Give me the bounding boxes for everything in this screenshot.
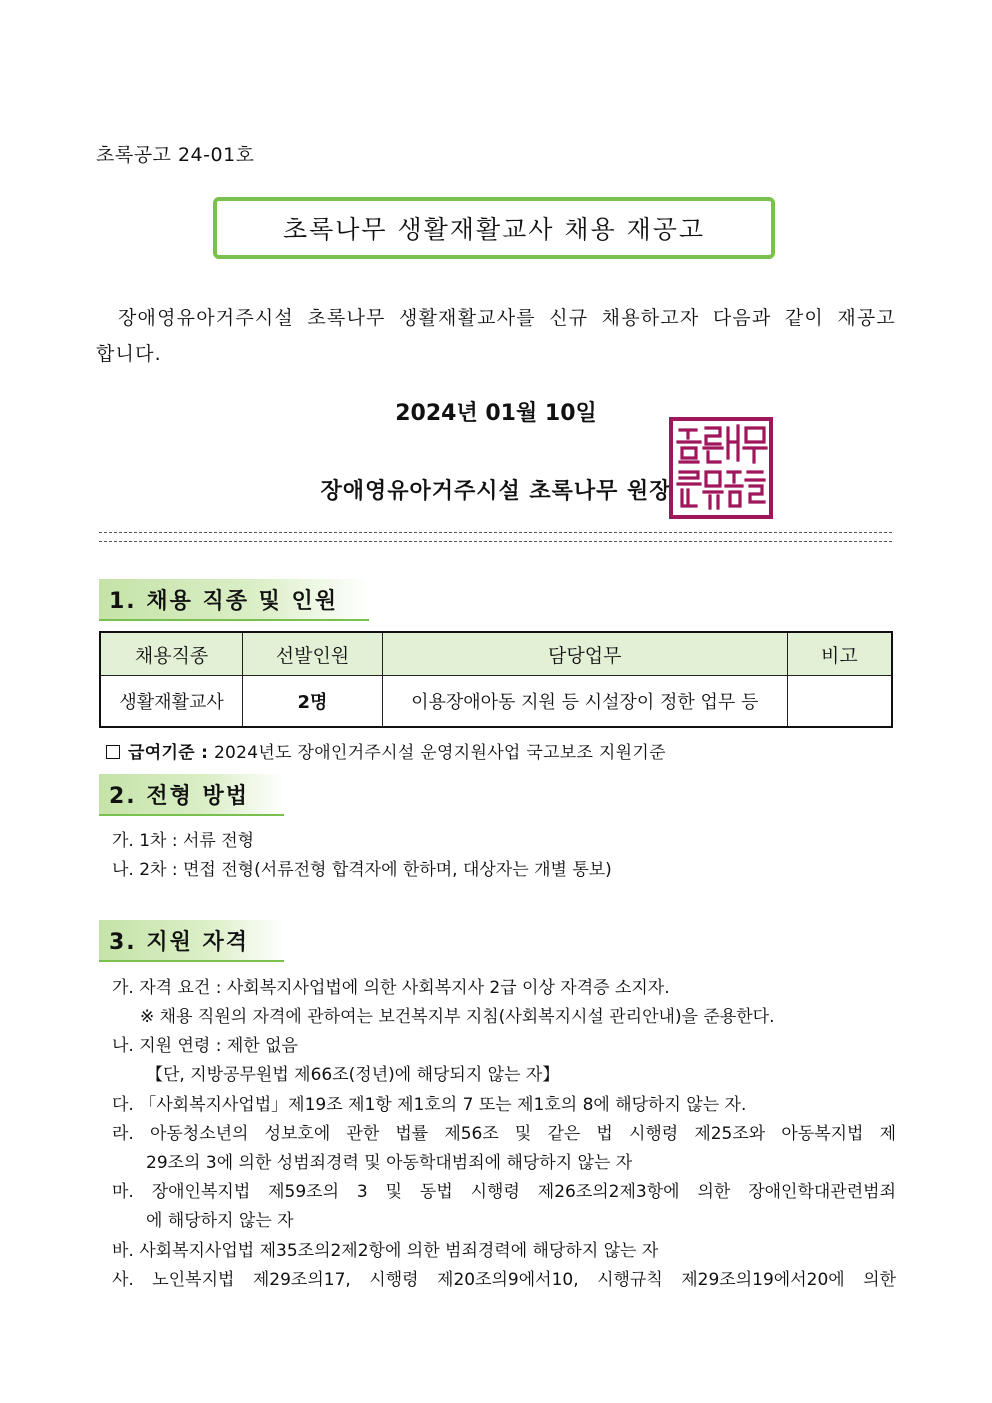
list-item-note: 【단, 지방공무원법 제66조(정년)에 해당되지 않는 자】 bbox=[146, 1065, 560, 1085]
table-header-cell: 담당업무 bbox=[382, 632, 787, 676]
table-cell: 이용장애아동 지원 등 시설장이 정한 업무 등 bbox=[382, 676, 787, 728]
positions-table bbox=[99, 631, 893, 728]
document-title: 초록나무 생활재활교사 채용 재공고 bbox=[213, 197, 775, 259]
salary-label: 급여기준 : bbox=[128, 743, 209, 763]
section-heading-qualifications: 3. 지원 자격 bbox=[99, 920, 284, 962]
salary-standard bbox=[106, 738, 666, 763]
section-heading-positions: 1. 채용 직종 및 인원 bbox=[99, 579, 369, 621]
list-item: 나. 2차 : 면접 전형(서류전형 합격자에 한하며, 대상자는 개별 통보) bbox=[112, 860, 612, 880]
list-item: 가. 자격 요건 : 사회복지사업법에 의한 사회복지사 2급 이상 자격증 소지자. bbox=[112, 978, 670, 998]
table-cell: 2명 bbox=[243, 676, 383, 728]
table-header-cell: 비고 bbox=[787, 632, 892, 676]
table-header-row bbox=[100, 632, 892, 676]
table-cell: 생활재활교사 bbox=[100, 676, 243, 728]
list-item: 바. 사회복지사업법 제35조의2제2항에 의한 범죄경력에 해당하지 않는 자 bbox=[112, 1241, 659, 1261]
table-header-cell: 선발인원 bbox=[243, 632, 383, 676]
intro-paragraph: 장애영유아거주시설 초록나무 생활재활교사를 신규 채용하고자 다음과 같이 재공고합니다. bbox=[96, 307, 896, 365]
list-item: 마. 장애인복지법 제59조의 3 및 동법 시행령 제26조의2제3항에 의한 장애인학대관련범죄 bbox=[112, 1182, 896, 1202]
list-item-continuation: 에 해당하지 않는 자 bbox=[146, 1211, 294, 1231]
section-heading-selection: 2. 전형 방법 bbox=[99, 774, 284, 816]
list-item-continuation: 29조의 3에 의한 성범죄경력 및 아동학대범죄에 해당하지 않는 자 bbox=[146, 1153, 633, 1173]
list-item-note: ※ 채용 직원의 자격에 관하여는 보건복지부 지침(사회복지시설 관리안내)을 준용한다. bbox=[140, 1007, 775, 1027]
divider-dashed-2 bbox=[99, 541, 892, 542]
list-item: 나. 지원 연령 : 제한 없음 bbox=[112, 1036, 298, 1056]
divider-dashed-1 bbox=[99, 532, 892, 533]
table-header-cell: 채용직종 bbox=[100, 632, 243, 676]
table-cell bbox=[787, 676, 892, 728]
salary-text: 2024년도 장애인거주시설 운영지원사업 국고보조 지원기준 bbox=[213, 743, 666, 763]
official-seal bbox=[668, 416, 774, 520]
notice-number: 초록공고 24-01호 bbox=[96, 144, 255, 166]
list-item: 다. 「사회복지사업법」제19조 제1항 제1호의 7 또는 제1호의 8에 해당하지 않는 자. bbox=[112, 1095, 747, 1115]
list-item: 라. 아동청소년의 성보호에 관한 법률 제56조 및 같은 법 시행령 제25조와 아동복지법 제 bbox=[112, 1124, 896, 1144]
checkbox-square-icon bbox=[106, 745, 120, 759]
notice-date: 2024년 01월 10일 bbox=[395, 401, 597, 426]
list-item: 가. 1차 : 서류 전형 bbox=[112, 831, 255, 851]
table-row bbox=[100, 676, 892, 728]
organization-signature: 장애영유아거주시설 초록나무 원장 bbox=[320, 479, 672, 504]
list-item: 사. 노인복지법 제29조의17, 시행령 제20조의9에서10, 시행규칙 제29조의19에서20에 의한 bbox=[112, 1270, 896, 1290]
